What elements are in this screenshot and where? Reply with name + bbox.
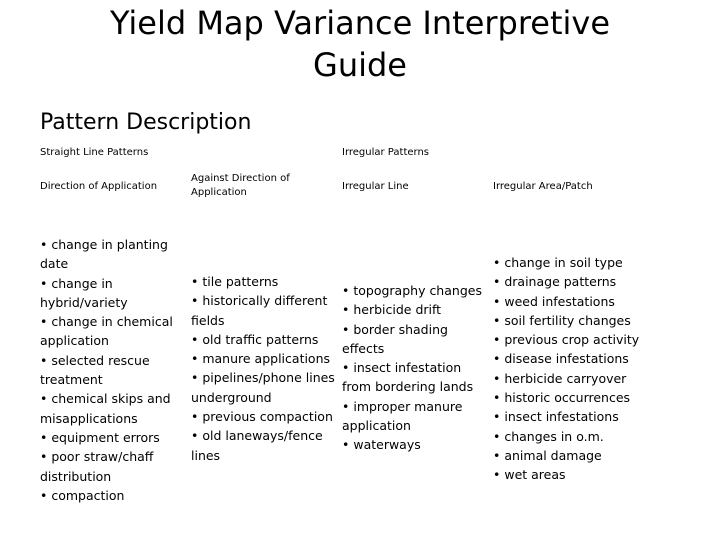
list-item: • topography changes	[342, 283, 482, 298]
list-item: • historic occurrences	[493, 390, 631, 406]
list-item: • herbicide carryover	[493, 370, 627, 386]
list-item: • manure applications	[191, 351, 331, 367]
list-item: • animal damage	[493, 447, 602, 463]
column-direction-list	[40, 235, 175, 505]
list-item: • previous crop activity	[493, 332, 640, 348]
list-item: • old traffic patterns	[191, 331, 319, 347]
list-item: • equipment errors	[40, 429, 160, 445]
list-item: • changes in o.m.	[493, 428, 604, 444]
list-item: • insect infestation from bordering lands	[342, 360, 474, 395]
list-item: • selected rescue treatment	[40, 352, 150, 388]
list-item: • old laneways/fence lines	[191, 428, 323, 463]
list-item: • previous compaction	[191, 409, 333, 425]
list-item: • tile patterns	[191, 274, 279, 289]
list-item: • historically different fields	[191, 293, 328, 328]
column-irregular-line-list	[342, 281, 490, 455]
list-item: • border shading effects	[342, 321, 448, 356]
list-item: • pipelines/phone lines underground	[191, 370, 335, 405]
list-item: • improper manure application	[342, 398, 463, 434]
list-item: • waterways	[342, 437, 421, 453]
column-irregular-area-list	[493, 253, 668, 485]
list-item: • herbicide drift	[342, 302, 442, 318]
list-item: • change in planting date	[40, 237, 168, 272]
group-label-irregular: Irregular Patterns	[342, 147, 429, 158]
column-header-irregular-area: Irregular Area/Patch	[493, 181, 593, 192]
column-against-direction-list	[191, 272, 341, 465]
list-item: • drainage patterns	[493, 274, 617, 290]
column-header-against-direction: Against Direction of Application	[191, 173, 290, 198]
list-item: • soil fertility changes	[493, 312, 631, 328]
slide-title: Yield Map Variance Interpretive Guide	[109, 4, 611, 84]
group-label-straight-line: Straight Line Patterns	[40, 147, 149, 158]
column-header-direction: Direction of Application	[40, 181, 158, 192]
list-item: • insect infestations	[493, 409, 619, 425]
list-item: • disease infestations	[493, 351, 629, 367]
list-item: • chemical skips and misapplications	[40, 391, 171, 426]
list-item: • weed infestations	[493, 293, 615, 309]
list-item: • wet areas	[493, 467, 566, 483]
list-item: • compaction	[40, 487, 125, 503]
list-item: • change in chemical application	[40, 314, 173, 349]
list-item: • change in soil type	[493, 255, 623, 270]
list-item: • change in hybrid/variety	[40, 275, 128, 310]
list-item: • poor straw/chaff distribution	[40, 449, 154, 484]
column-header-irregular-line: Irregular Line	[342, 181, 409, 192]
section-heading: Pattern Description	[40, 110, 252, 135]
